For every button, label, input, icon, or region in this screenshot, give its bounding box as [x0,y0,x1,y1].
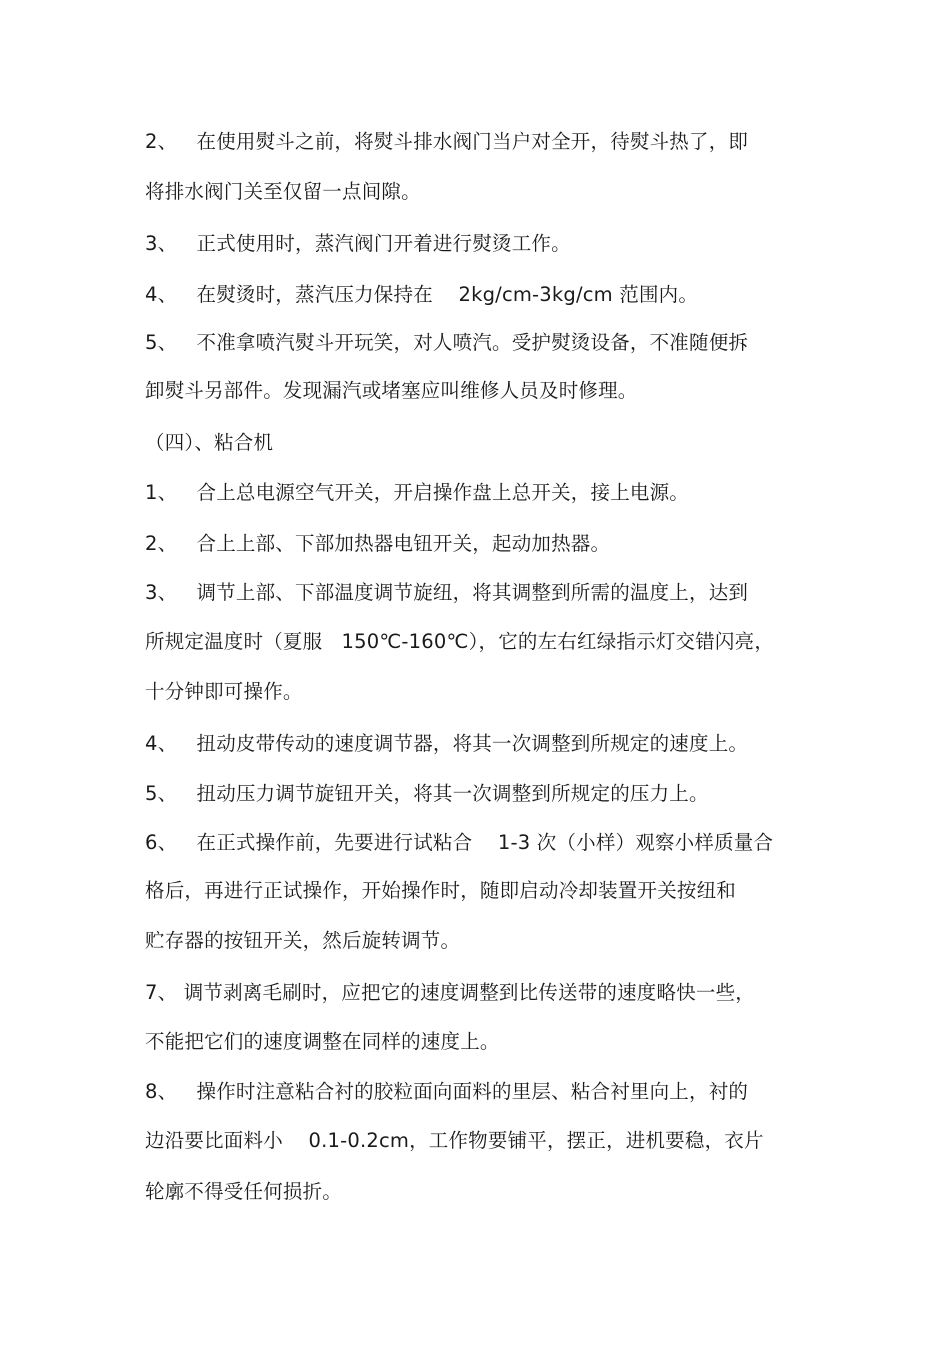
text-line: 十分钟即可操作。 [145,680,303,703]
text-line: 4、 扭动皮带传动的速度调节器，将其一次调整到所规定的速度上。 [145,732,749,755]
text-line: 7、 调节剥离毛刷时，应把它的速度调整到比传送带的速度略快一些， [145,981,756,1004]
text-line: 轮廓不得受任何损折。 [145,1180,343,1203]
text-line: 边沿要比面料小 0.1-0.2cm，工作物要铺平，摆正，进机要稳，衣片 [145,1129,764,1152]
text-line: 5、 不准拿喷汽熨斗开玩笑，对人喷汽。受护熨烫设备，不准随便拆 [145,331,749,354]
text-line: 3、 调节上部、下部温度调节旋纽，将其调整到所需的温度上，达到 [145,581,749,604]
text-line: 格后，再进行正试操作，开始操作时，随即启动冷却装置开关按纽和 [145,879,737,902]
text-line: 卸熨斗另部件。发现漏汽或堵塞应叫维修人员及时修理。 [145,379,638,402]
text-line: 1、 合上总电源空气开关，开启操作盘上总开关，接上电源。 [145,481,690,504]
text-line: 5、 扭动压力调节旋钮开关，将其一次调整到所规定的压力上。 [145,782,709,805]
text-line: 3、 正式使用时，蒸汽阀门开着进行熨烫工作。 [145,232,571,255]
text-line: 6、 在正式操作前，先要进行试粘合 1-3 次（小样）观察小样质量合 [145,831,774,854]
text-line: 所规定温度时（夏服 150℃-160℃），它的左右红绿指示灯交错闪亮， [145,630,775,653]
text-line: 贮存器的按钮开关，然后旋转调节。 [145,929,461,952]
text-line: 4、 在熨烫时，蒸汽压力保持在 2kg/cm-3kg/cm 范围内。 [145,283,699,306]
text-line: 2、 合上上部、下部加热器电钮开关，起动加热器。 [145,532,611,555]
section-heading: （四）、粘合机 [145,431,274,454]
text-line: 将排水阀门关至仅留一点间隙。 [145,180,421,203]
text-line: 不能把它们的速度调整在同样的速度上。 [145,1030,500,1053]
text-line: 2、 在使用熨斗之前，将熨斗排水阀门当户对全开，待熨斗热了，即 [145,130,749,153]
text-line: 8、 操作时注意粘合衬的胶粒面向面料的里层、粘合衬里向上，衬的 [145,1080,749,1103]
